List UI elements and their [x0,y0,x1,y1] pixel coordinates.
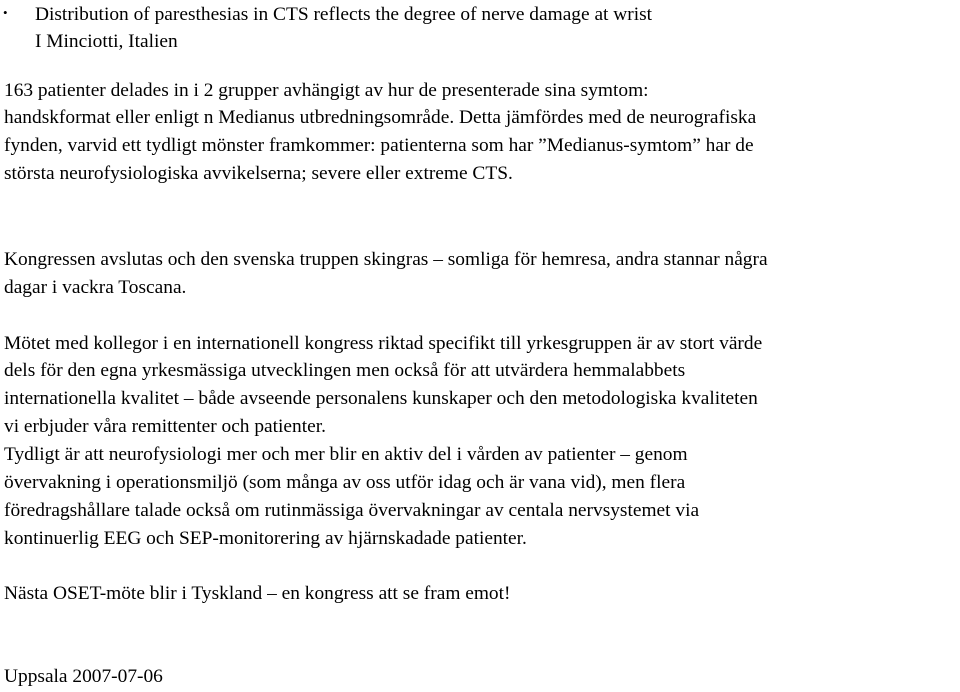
paragraph-line: dagar i vackra Toscana. [4,277,187,298]
paragraph-line: dels för den egna yrkesmässiga utvecklingen men också för att utvärdera hemmalabbets [4,360,686,381]
paragraph-line: 163 patienter delades in i 2 grupper avhängigt av hur de presenterade sina symtom: [4,80,649,101]
paragraph-line: största neurofysiologiska avvikelserna; severe eller extreme CTS. [4,163,513,184]
paragraph-line: Mötet med kollegor i en internationell kongress riktad specifikt till yrkesgruppen är av stort värde [4,333,763,354]
paragraph-line: vi erbjuder våra remittenter och patienter. [4,416,326,437]
paragraph-line: kontinuerlig EEG och SEP-monitorering av hjärnskadade patienter. [4,528,527,549]
bullet-title: Distribution of paresthesias in CTS reflects the degree of nerve damage at wrist [35,4,653,25]
paragraph-line: handskformat eller enligt n Medianus utbredningsområde. Detta jämfördes med de neurografiska [4,107,757,128]
date-line: Uppsala 2007-07-06 [4,666,163,687]
paragraph-line: Kongressen avslutas och den svenska truppen skingras – somliga för hemresa, andra stannar några [4,249,768,270]
paragraph-line: internationella kvalitet – både avseende personalens kunskaper och den metodologiska kvaliteten [4,388,758,409]
paragraph-line: Tydligt är att neurofysiologi mer och mer blir en aktiv del i vården av patienter – genom [4,444,688,465]
paragraph-line: föredragshållare talade också om rutinmässiga övervakningar av centala nervsystemet via [4,500,700,521]
paragraph-line: övervakning i operationsmiljö (som många av oss utför idag och är vana vid), men flera [4,472,686,493]
paragraph-line: Nästa OSET-möte blir i Tyskland – en kongress att se fram emot! [4,583,511,604]
bullet-icon: • [3,5,8,20]
paragraph-line: fynden, varvid ett tydligt mönster framkommer: patienterna som har ”Medianus-symtom” har de [4,135,754,156]
bullet-author: I Minciotti, Italien [35,31,178,52]
